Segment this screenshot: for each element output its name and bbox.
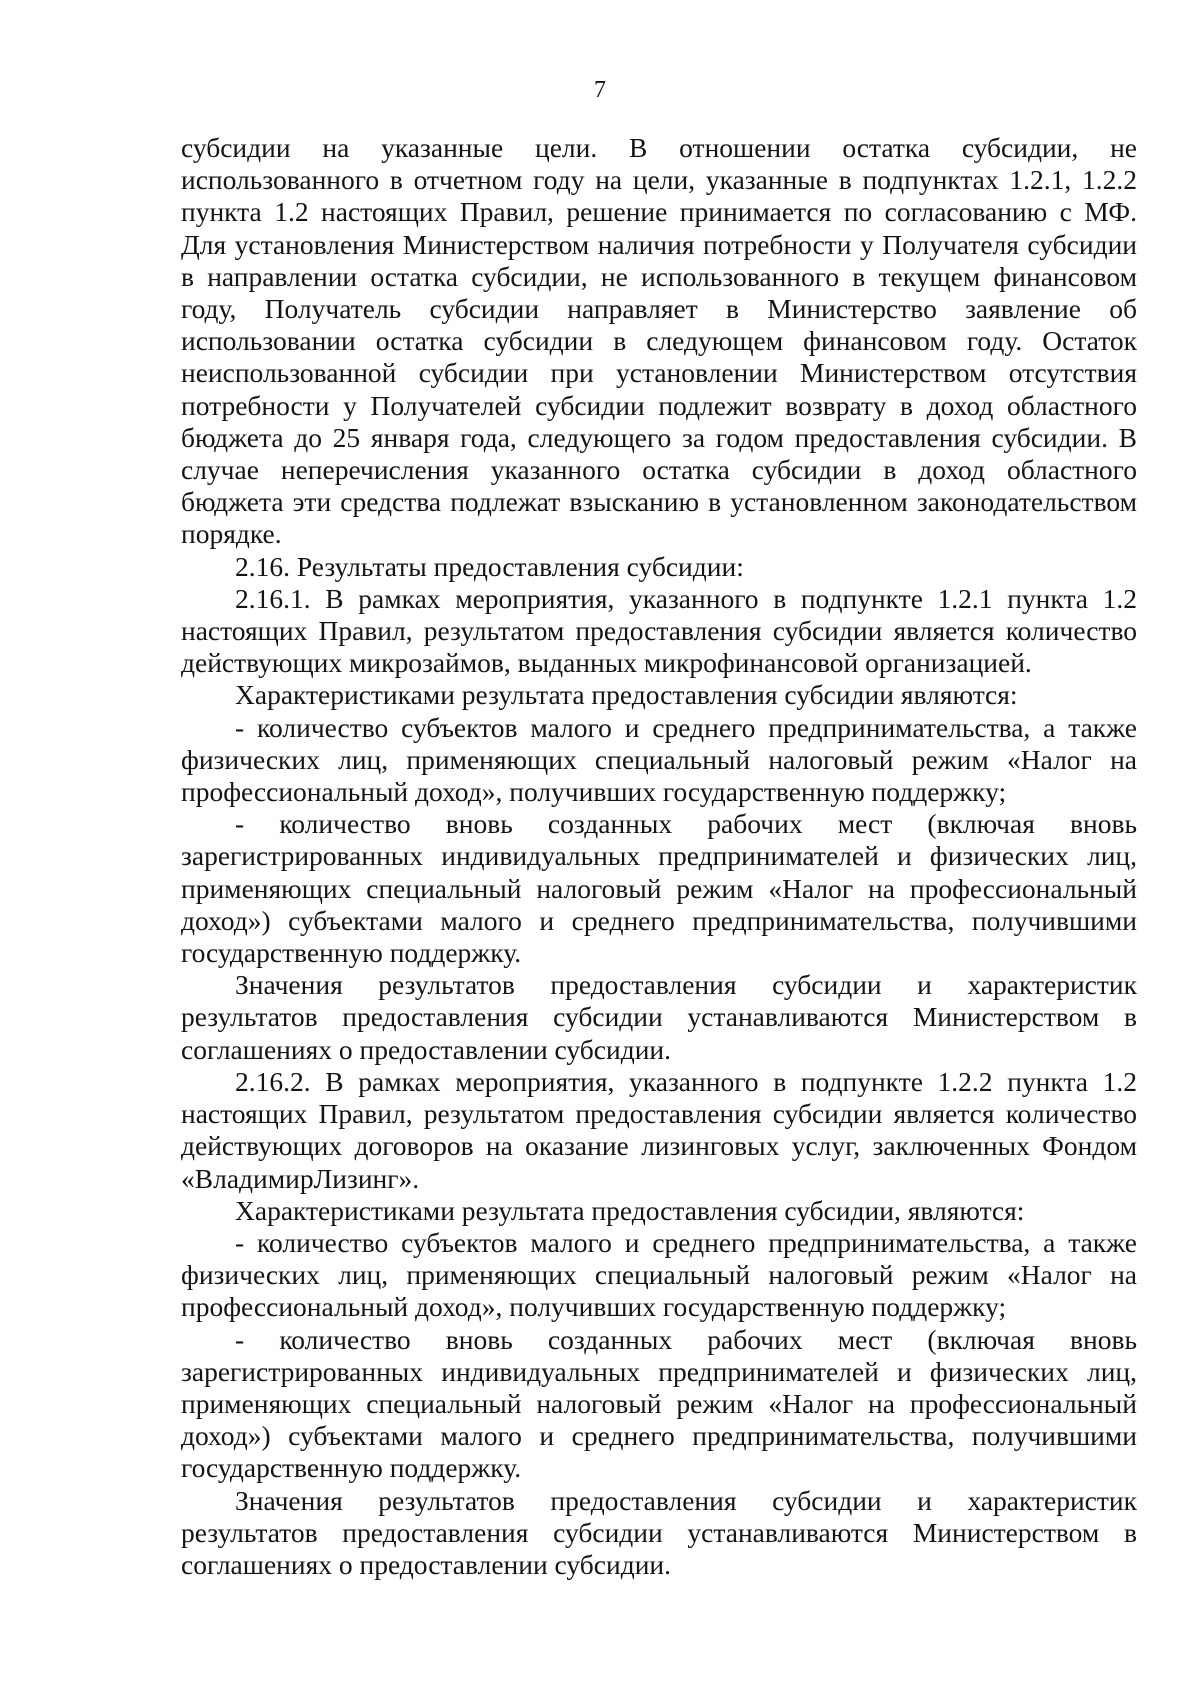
paragraph-characteristics-heading-2: Характеристиками результата предоставления субсидии, являются:	[235, 1194, 1025, 1226]
paragraph-characteristics-heading-1: Характеристиками результата предоставления субсидии являются:	[235, 679, 1018, 711]
paragraph-bullet-subjects-2: - количество субъектов малого и среднего предпринимательства, а также физических лиц, применяющих специальный налоговый режим «Налог на профессиональный доход», получивших государственную поддержку;	[181, 1226, 1137, 1323]
paragraph-bullet-jobs-2: - количество вновь созданных рабочих мест (включая вновь зарегистрированных индивидуальных предпринимателей и физических лиц, применяющих специальный налоговый режим «Налог на профессиональный доход») субъектами малого и среднего предпринимательства, получившими государственную поддержку.	[181, 1323, 1137, 1484]
paragraph-section-2-16-1: 2.16.1. В рамках мероприятия, указанного в подпункте 1.2.1 пункта 1.2 настоящих Правил, результатом предоставления субсидии является количество действующих микрозаймов, выданных микрофинансовой организацией.	[181, 582, 1137, 679]
paragraph-values-1: Значения результатов предоставления субсидии и характеристик результатов предоставления субсидии устанавливаются Министерством в соглашениях о предоставлении субсидии.	[181, 969, 1137, 1065]
document-body	[181, 132, 1137, 1581]
paragraph-bullet-subjects-1: - количество субъектов малого и среднего предпринимательства, а также физических лиц, применяющих специальный налоговый режим «Налог на профессиональный доход», получивших государственную поддержку;	[181, 711, 1137, 808]
page-number: 7	[594, 77, 606, 103]
paragraph-section-2-16: 2.16. Результаты предоставления субсидии:	[235, 550, 744, 582]
paragraph-section-2-16-2: 2.16.2. В рамках мероприятия, указанного в подпункте 1.2.2 пункта 1.2 настоящих Правил, результатом предоставления субсидии является количество действующих договоров на оказание лизинговых услуг, заключенных Фондом «ВладимирЛизинг».	[181, 1065, 1137, 1194]
paragraph-values-2: Значения результатов предоставления субсидии и характеристик результатов предоставления субсидии устанавливаются Министерством в соглашениях о предоставлении субсидии.	[181, 1484, 1137, 1580]
paragraph-bullet-jobs-1: - количество вновь созданных рабочих мест (включая вновь зарегистрированных индивидуальных предпринимателей и физических лиц, применяющих специальный налоговый режим «Налог на профессиональный доход») субъектами малого и среднего предпринимательства, получившими государственную поддержку.	[181, 808, 1137, 969]
paragraph-subsidy-remainder: субсидии на указанные цели. В отношении остатка субсидии, не использованного в отчетном году на цели, указанные в подпунктах 1.2.1, 1.2.2 пункта 1.2 настоящих Правил, решение принимается по согласованию с МФ. Для установления Министерством наличия потребности у Получателя субсидии в направлении остатка субсидии, не использованного в текущем финансовом году, Получатель субсидии направляет в Министерство заявление об использовании остатка субсидии в следующем финансовом году. Остаток неиспользованной субсидии при установлении Министерством отсутствия потребности у Получателей субсидии подлежит возврату в доход областного бюджета до 25 января года, следующего за годом предоставления субсидии. В случае неперечисления указанного остатка субсидии в доход областного бюджета эти средства подлежат взысканию в установленном законодательством порядке.	[181, 132, 1137, 550]
